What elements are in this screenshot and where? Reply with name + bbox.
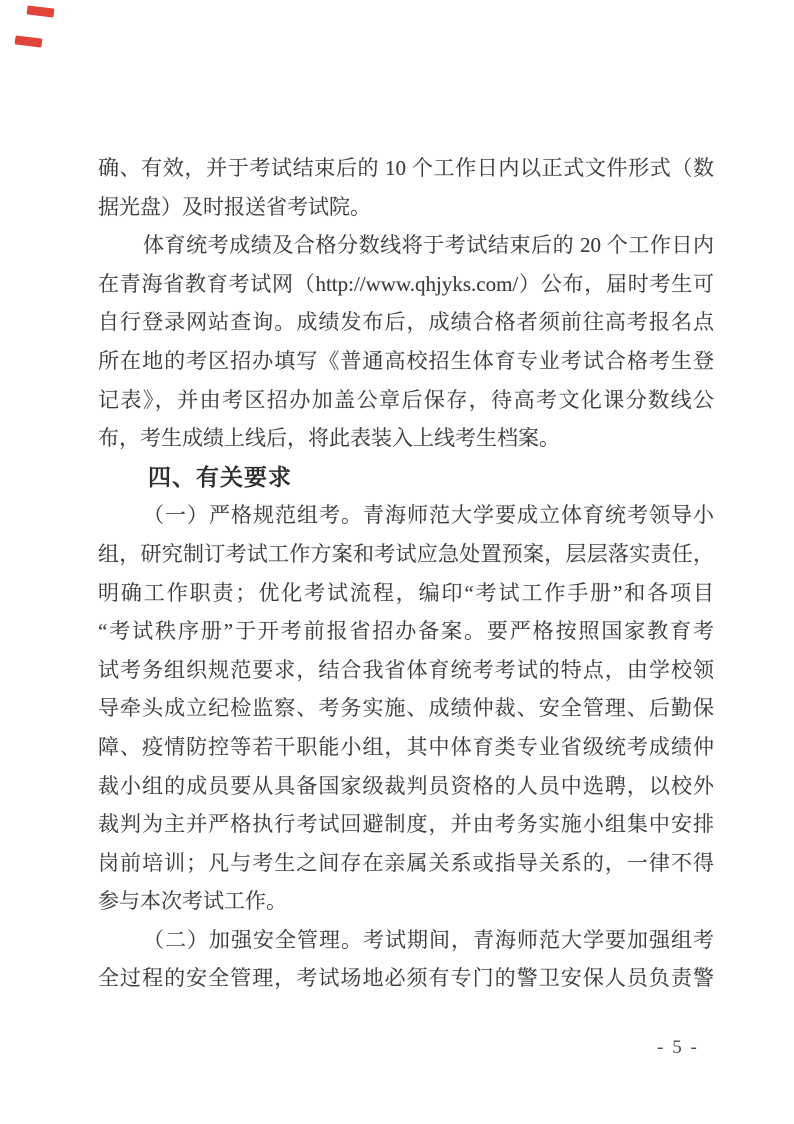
red-dash-mark-icon xyxy=(27,5,55,17)
body-text xyxy=(98,149,714,998)
text-line: 试考务组织规范要求，结合我省体育统考考试的特点，由学校领 xyxy=(98,657,714,682)
text-line: 导牵头成立纪检监察、考务实施、成绩仲裁、安全管理、后勤保 xyxy=(98,696,714,721)
text-line: 裁判为主并严格执行考试回避制度，并由考务实施小组集中安排 xyxy=(98,812,714,837)
section-heading: 四、有关要求 xyxy=(148,463,292,490)
text-line: （二）加强安全管理。考试期间，青海师范大学要加强组考 xyxy=(143,927,714,952)
text-line: 体育统考成绩及合格分数线将于考试结束后的 20 个工作日内 xyxy=(143,233,714,258)
red-dash-mark-icon xyxy=(15,35,43,47)
text-line: 据光盘）及时报送省考试院。 xyxy=(98,194,371,219)
text-line: 自行登录网站查询。成绩发布后，成绩合格者须前往高考报名点 xyxy=(98,310,714,335)
text-line: 组，研究制订考试工作方案和考试应急处置预案，层层落实责任， xyxy=(98,541,714,566)
text-line: 障、疫情防控等若干职能小组，其中体育类专业省级统考成绩仲 xyxy=(98,734,714,759)
text-line: （一）严格规范组考。青海师范大学要成立体育统考领导小 xyxy=(143,503,714,528)
page-number: - 5 - xyxy=(657,1037,699,1058)
text-line: 明确工作职责；优化考试流程，编印“考试工作手册”和各项目 xyxy=(98,580,714,605)
text-line: 布，考生成绩上线后，将此表装入上线考生档案。 xyxy=(98,426,560,451)
text-line: 确、有效，并于考试结束后的 10 个工作日内以正式文件形式（数 xyxy=(98,156,714,180)
text-line: 全过程的安全管理，考试场地必须有专门的警卫安保人员负责警 xyxy=(98,966,714,991)
text-line: 参与本次考试工作。 xyxy=(98,889,287,914)
text-line: 所在地的考区招办填写《普通高校招生体育专业考试合格考生登 xyxy=(98,348,714,373)
text-line: 岗前培训；凡与考生之间存在亲属关系或指导关系的，一律不得 xyxy=(98,850,714,875)
text-line: “考试秩序册”于开考前报省招办备案。要严格按照国家教育考 xyxy=(98,619,714,644)
text-line: 记表》，并由考区招办加盖公章后保存，待高考文化课分数线公 xyxy=(98,387,714,412)
text-line: 裁小组的成员要从具备国家级裁判员资格的人员中选聘，以校外 xyxy=(98,773,714,798)
text-line: 在青海省教育考试网（http://www.qhjyks.com/）公布，届时考生可 xyxy=(98,271,714,296)
